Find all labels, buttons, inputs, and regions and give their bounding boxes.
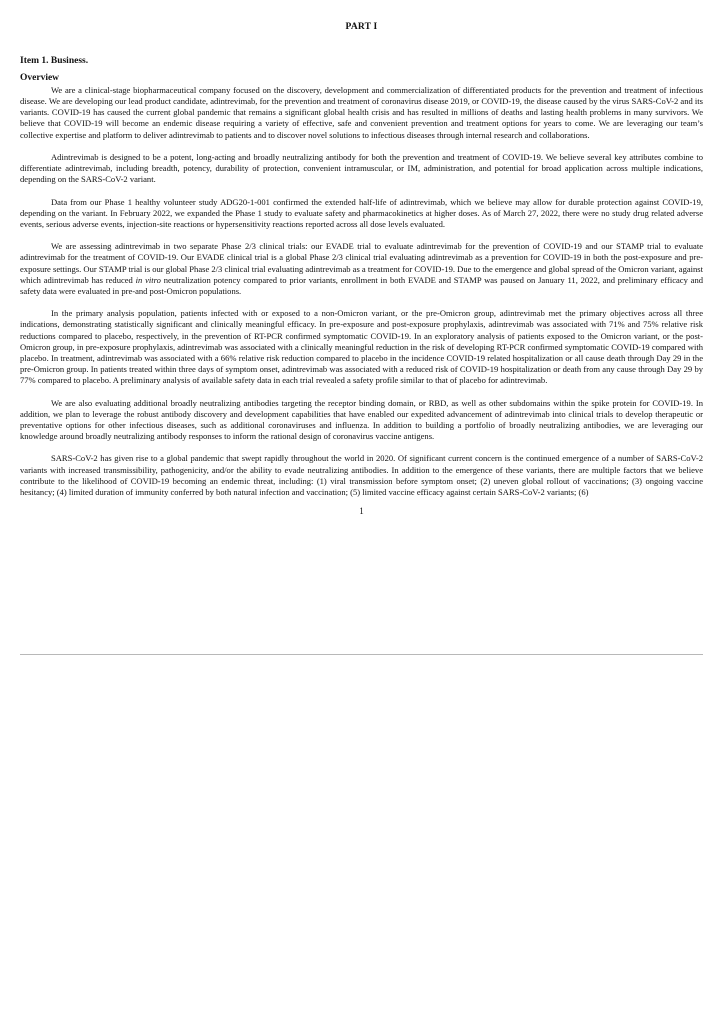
paragraph-additional-antibodies: We are also evaluating additional broadly neutralizing antibodies targeting the receptor binding domain, or RBD, as well as other subdomains within the spike protein for COVID-19. In addition, we plan to leverage the robust antibody discovery and development capabilities that have enabled our expedited advancement of adintrevimab into clinical trials to develop therapeutic or preventative options for other infectious diseases, such as additional coronaviruses and influenza. In addition to building a portfolio of broadly neutralizing antibodies, we are leveraging our knowledge around broadly neutralizing antibody responses to inform the rational design of coronavirus vaccine antigens. bbox=[20, 397, 703, 441]
page-number: 1 bbox=[359, 505, 364, 516]
document-page bbox=[20, 0, 703, 516]
section-title: Overview bbox=[20, 73, 60, 83]
part-title: PART I bbox=[345, 22, 378, 32]
paragraph-primary-analysis: In the primary analysis population, patients infected with or exposed to a non-Omicron variant, or the pre-Omicron group, adintrevimab met the primary objectives across all three indications, demonstrating statistically significant and clinically meaningful efficacy. In pre-exposure and post-exposure prophylaxis, adintrevimab was associated with 71% and 75% relative risk reductions compared to placebo, respectively, in the prevention of RT-PCR confirmed symptomatic COVID-19. In an exploratory analysis of patients exposed to the Omicron variant, or the post-Omicron group, in pre-exposure prophylaxis, adintrevimab was associated with a clinically meaningful reduction in the risk of developing RT-PCR confirmed symptomatic COVID-19 compared with placebo. In treatment, adintrevimab was associated with a 66% relative risk reduction compared to placebo in the incidence COVID-19 related hospitalization or all cause death through Day 29 in the pre-Omicron group. In patients treated within three days of symptom onset, adintrevimab was associated with a reduced risk of COVID-19 hospitalization or death from any cause through Day 29 by 77% compared to placebo. A preliminary analysis of available safety data in each trial revealed a safety profile similar to that of placebo for adintrevimab. bbox=[20, 308, 703, 386]
paragraph-text: neutralization potency compared to prior variants, enrollment in both EVADE and STAMP was paused on January 11, 2022, and preliminary efficacy and safety data were evaluated in pre-and post-Omicron populations. bbox=[20, 274, 703, 296]
paragraph-company-overview: We are a clinical-stage biopharmaceutical company focused on the discovery, development and commercialization of differentiated products for the prevention and treatment of infectious disease. We are developing our lead product candidate, adintrevimab, for the prevention and treatment of coronavirus disease 2019, or COVID-19, the disease caused by the virus SARS-CoV-2 and its variants. COVID-19 has caused the current global pandemic that remains a significant global health crisis and has resulted in millions of deaths and lasting health problems in many survivors. We believe that COVID-19 will become an endemic disease requiring a variety of effective, safe and convenient prevention and treatment options for years to come. We are leveraging our team’s collective expertise and platform to deliver adintrevimab to patients and to discover novel solutions to infectious diseases through internal research and collaborations. bbox=[20, 85, 703, 140]
paragraph-phase23-trials bbox=[20, 241, 703, 297]
paragraph-phase1-data: Data from our Phase 1 healthy volunteer study ADG20-1-001 confirmed the extended half-life of adintrevimab, which we believe may allow for durable protection against COVID-19, depending on the variant. In February 2022, we expanded the Phase 1 study to evaluate safety and pharmacokinetics at higher doses. As of March 27, 2022, there were no study drug related adverse events, serious adverse events, injection-site reactions or hypersensitivity reactions reported across all dose levels evaluated. bbox=[20, 196, 703, 229]
italic-term: in vitro bbox=[135, 274, 161, 285]
page-divider bbox=[20, 654, 703, 655]
paragraph-text: We are assessing adintrevimab in two separate Phase 2/3 clinical trials: our EVADE trial to evaluate adintrevimab for the prevention of COVID-19 and our STAMP trial to evaluate adintrevimab for the treatment of COVID-19. Our EVADE clinical trial is a global Phase 2/3 clinical trial evaluating adintrevimab as a prevention for COVID-19 in both the post-exposure and pre-exposure settings. Our STAMP trial is our global Phase 2/3 clinical trial evaluating adintrevimab as a treatment for COVID-19. Due to the emergence and global spread of the Omicron variant, against which adintrevimab has reduced bbox=[20, 241, 703, 285]
paragraph-sars-cov-2: SARS-CoV-2 has given rise to a global pandemic that swept rapidly throughout the world in 2020. Of significant current concern is the continued emergence of a number of SARS-CoV-2 variants with increased transmissibility, pathogenicity, and/or the ability to evade neutralizing antibodies. In addition to the emergence of these variants, there are multiple factors that we believe contribute to the likelihood of COVID-19 becoming an endemic threat, including: (1) viral transmission before symptom onset; (2) uneven global rollout of vaccinations; (3) ongoing vaccine hesitancy; (4) limited duration of immunity conferred by both natural infection and vaccination; (5) limited vaccine efficacy against certain SARS-CoV-2 variants; (6) bbox=[20, 453, 703, 497]
item-title: Item 1. Business. bbox=[20, 56, 89, 66]
paragraph-adintrevimab-design: Adintrevimab is designed to be a potent, long-acting and broadly neutralizing antibody for both the prevention and treatment of COVID-19. We believe several key attributes combine to differentiate adintrevimab, including breadth, potency, durability of protection, convenient intramuscular, or IM, administration, and potential for broad application across multiple indications, depending on the SARS-CoV-2 variant. bbox=[20, 151, 703, 185]
